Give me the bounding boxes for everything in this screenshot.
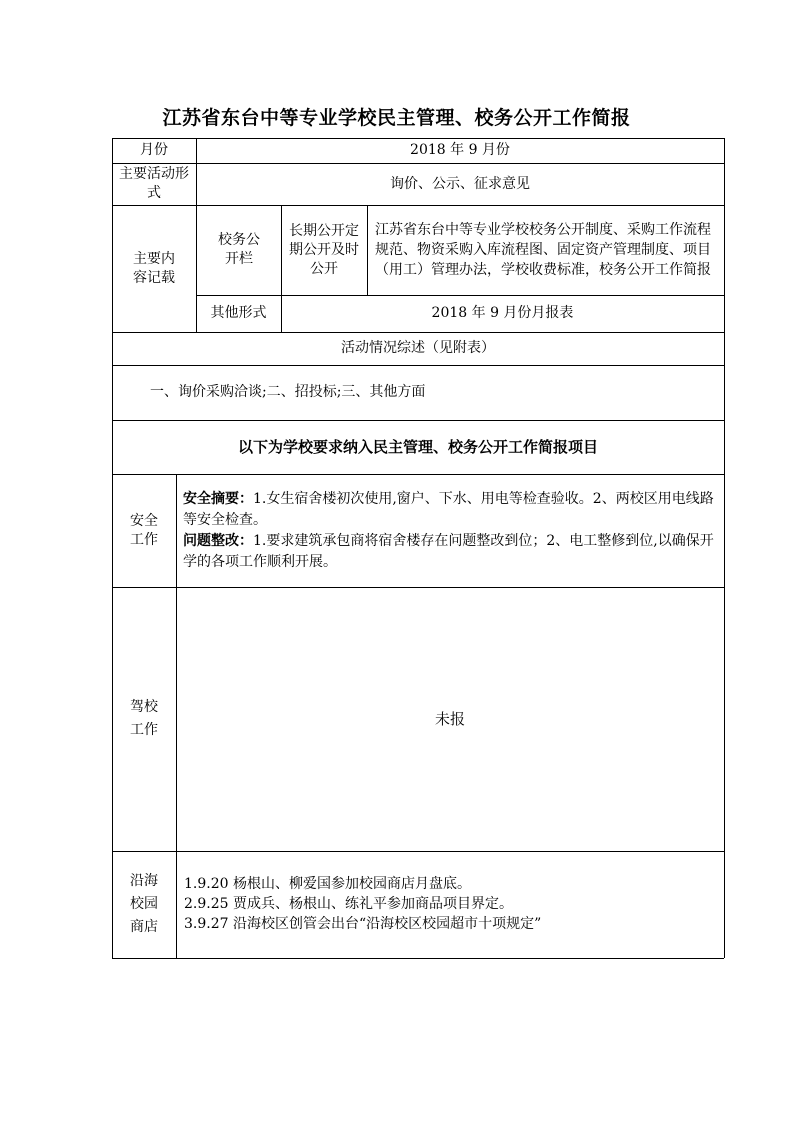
activity-summary-label: 活动情况综述（见附表） — [341, 340, 495, 356]
safety-content — [183, 489, 719, 573]
safety-summary — [183, 489, 719, 531]
other-forms-value: 2018 年 9 月份月报表 — [431, 305, 574, 321]
activity-summary-value: 一、询价采购洽谈;二、招投标;三、其他方面 — [150, 384, 426, 400]
campus-store-label: 沿海校园商店 — [130, 873, 158, 935]
campus-store-list — [184, 874, 720, 934]
safety-work-label: 安全工作 — [130, 512, 158, 548]
month-label: 月份 — [140, 142, 168, 158]
notice-board-content: 江苏省东台中等专业学校校务公开制度、采购工作流程规范、物资采购入库流程图、固定资产管理制度、项目（用工）管理办法，学校收费标准，校务公开工作简报 — [375, 222, 711, 278]
notice-board-label: 校务公开栏 — [218, 232, 260, 267]
other-forms-label: 其他形式 — [210, 305, 267, 321]
issue-rectification — [183, 531, 719, 573]
issue-rectification-title: 问题整改： — [183, 533, 253, 549]
main-content-label: 主要内容记载 — [133, 250, 175, 286]
safety-summary-title: 安全摘要： — [183, 491, 253, 507]
issue-rectification-text: 1.要求建筑承包商将宿舍楼存在问题整改到位；2、电工整修到位,以确保开学的各项工作顺利开展。 — [183, 533, 714, 570]
activity-form-label: 主要活动形式 — [119, 166, 189, 201]
safety-summary-text: 1.女生宿舍楼初次使用,窗户、下水、用电等检查验收。2、两校区用电线路等安全检查。 — [183, 491, 714, 528]
driving-school-label: 驾校工作 — [130, 699, 158, 738]
driving-school-value: 未报 — [434, 709, 465, 728]
list-item: 1.9.20 杨根山、柳爱国参加校园商店月盘底。 — [184, 876, 471, 892]
list-item: 3.9.27 沿海校区创管会出台“沿海校区校园超市十项规定” — [184, 916, 542, 932]
section-heading: 以下为学校要求纳入民主管理、校务公开工作简报项目 — [237, 437, 598, 456]
month-value: 2018 年 9 月份 — [410, 142, 510, 158]
disclosure-period-label: 长期公开定期公开及时公开 — [289, 222, 359, 277]
activity-form-value: 询价、公示、征求意见 — [390, 175, 530, 192]
document-title: 江苏省东台中等专业学校民主管理、校务公开工作简报 — [162, 107, 631, 129]
list-item: 2.9.25 贾成兵、杨根山、练礼平参加商品项目界定。 — [184, 896, 513, 912]
